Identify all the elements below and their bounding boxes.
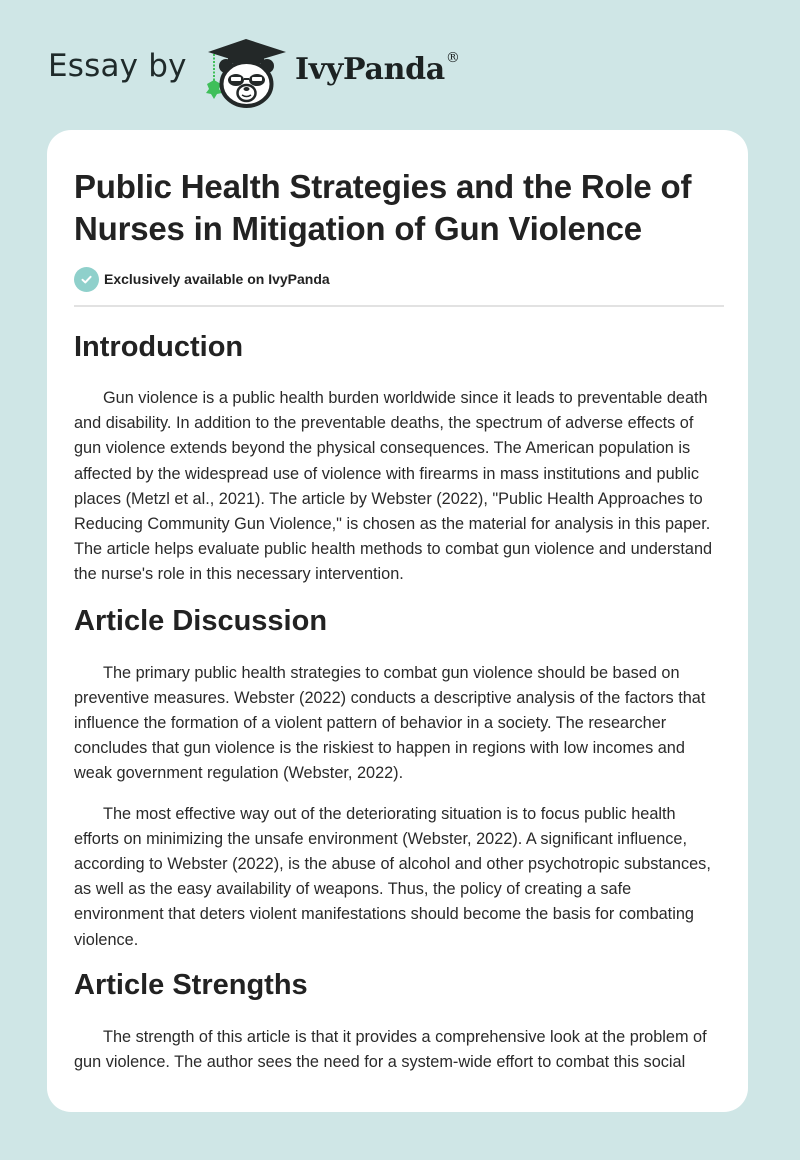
title-divider (74, 305, 724, 307)
brand-name: IvyPanda (295, 52, 445, 87)
check-circle-icon (74, 267, 99, 292)
paragraph: The primary public health strategies to combat gun violence should be based on preventive measures. Webster (2022) conducts a descriptive analysis of the factors that influence the formation of a violent pattern of behavior in a society. The researcher concludes that gun violence is the riskiest to happen in regions with low incomes and weak government regulation (Webster, 2022). (74, 663, 706, 783)
essay-by-label: Essay by (48, 48, 187, 84)
section-heading-article-strengths: Article Strengths (74, 968, 308, 1001)
essay-content (74, 166, 724, 1075)
section-heading-article-discussion: Article Discussion (74, 604, 328, 637)
site-header (0, 0, 800, 130)
brand-logo-text[interactable] (295, 52, 460, 87)
section-heading-introduction: Introduction (74, 331, 244, 363)
exclusive-badge (74, 266, 724, 292)
page-title: Public Health Strategies and the Role of Nurses in Mitigation of Gun Violence (74, 168, 692, 247)
paragraph: The strength of this article is that it provides a comprehensive look at the problem of gun violence. The author sees the need for a system-wide effort to combat this social (74, 1027, 707, 1072)
panda-graduation-cap-icon[interactable] (200, 36, 292, 108)
paragraph: The most effective way out of the deteriorating situation is to focus public health efforts on minimizing the unsafe environment (Webster, 2022). A significant influence, according to Webster (2022), is the abuse of alcohol and other psychotropic substances, as well as the easy availability of weapons. Thus, the policy of creating a safe environment that deters violent manifestations should become the basis for combating violence. (74, 804, 711, 949)
badge-text: Exclusively available on IvyPanda (104, 271, 330, 287)
paragraph: Gun violence is a public health burden worldwide since it leads to preventable death and disability. In addition to the preventable deaths, the spectrum of adverse effects of gun violence extends beyond the physical consequences. The American population is affected by the widespread use of violence with firearms in mass institutions and public places (Metzl et al., 2021). The article by Webster (2022), "Public Health Approaches to Reducing Community Gun Violence," is chosen as the material for analysis in this paper. The article helps evaluate public health methods to combat gun violence and understand the nurse's role in this necessary intervention. (74, 389, 713, 584)
registered-mark: ® (445, 50, 460, 66)
essay-card (47, 130, 748, 1112)
